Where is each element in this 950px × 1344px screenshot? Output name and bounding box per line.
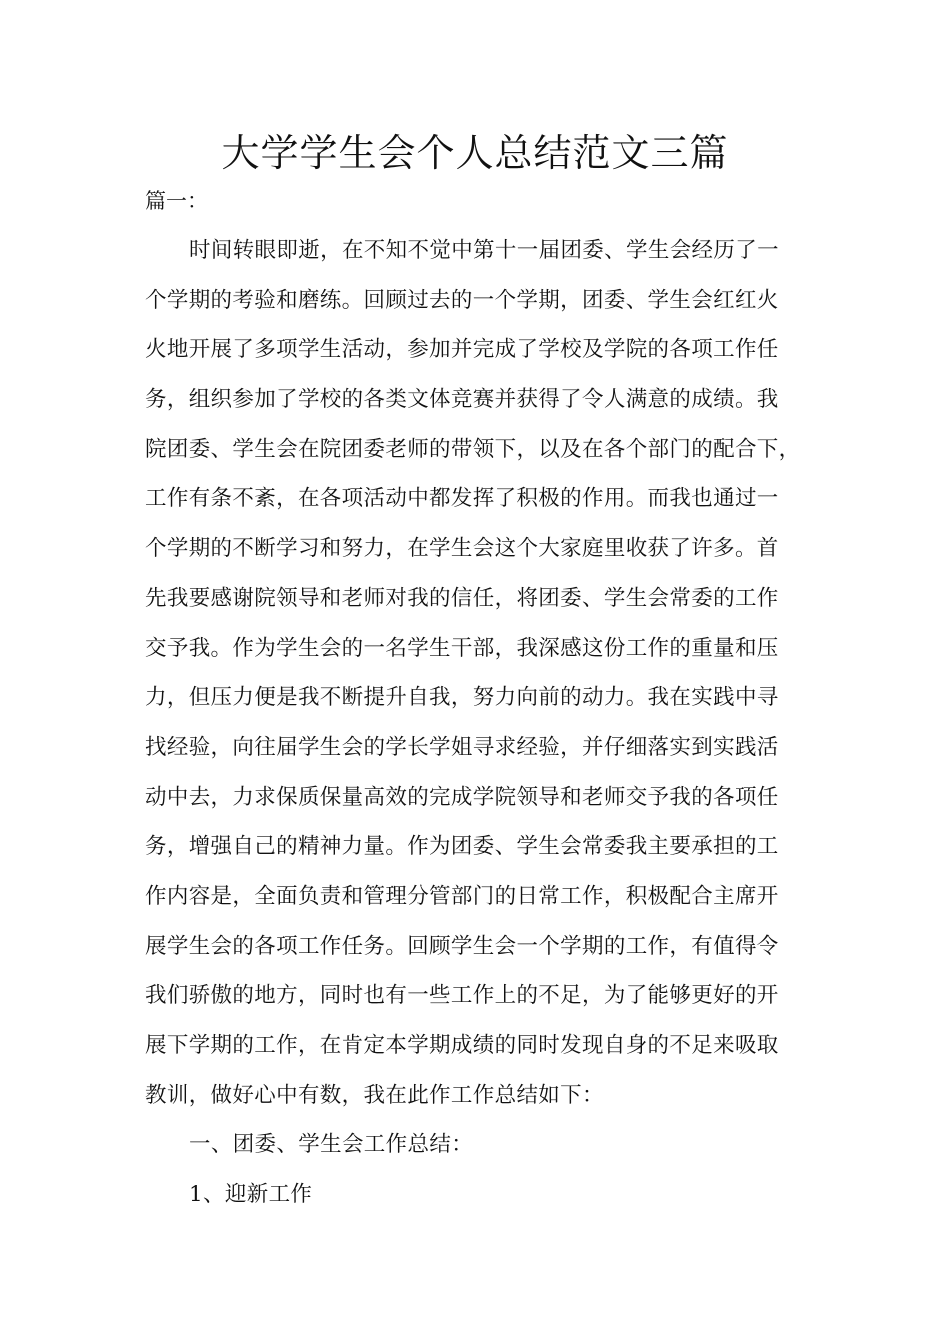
section-label: 篇一：: [145, 189, 208, 213]
paragraph-line: 力，但压力便是我不断提升自我，努力向前的动力。我在实践中寻: [145, 685, 779, 711]
paragraph-line: 找经验，向往届学生会的学长学姐寻求经验，并仔细落实到实践活: [145, 734, 779, 760]
paragraph-line: 交予我。作为学生会的一名学生干部，我深感这份工作的重量和压: [145, 635, 779, 661]
paragraph-line: 先我要感谢院领导和老师对我的信任，将团委、学生会常委的工作: [145, 585, 779, 611]
paragraph-line: 展学生会的各项工作任务。回顾学生会一个学期的工作，有值得令: [145, 933, 779, 959]
paragraph-line: 院团委、学生会在院团委老师的带领下，以及在各个部门的配合下，: [145, 436, 801, 462]
paragraph-line: 火地开展了多项学生活动，参加并完成了学校及学院的各项工作任: [145, 337, 779, 363]
paragraph-line: 务，增强自己的精神力量。作为团委、学生会常委我主要承担的工: [145, 834, 779, 860]
paragraph-line: 动中去，力求保质保量高效的完成学院领导和老师交予我的各项任: [145, 784, 779, 810]
paragraph-line: 展下学期的工作，在肯定本学期成绩的同时发现自身的不足来吸取: [145, 1033, 779, 1058]
paragraph-line: 工作有条不紊，在各项活动中都发挥了积极的作用。而我也通过一: [145, 486, 779, 512]
body-text: [145, 233, 825, 1227]
document-title: 大学学生会个人总结范文三篇: [221, 131, 729, 175]
paragraph-line: 教训，做好心中有数，我在此作工作总结如下：: [145, 1082, 604, 1108]
subsection-heading: 1、迎新工作: [189, 1182, 313, 1208]
paragraph-line: 我们骄傲的地方，同时也有一些工作上的不足，为了能够更好的开: [145, 983, 779, 1009]
paragraph-line: 时间转眼即逝，在不知不觉中第十一届团委、学生会经历了一: [189, 238, 779, 263]
paragraph-line: 个学期的不断学习和努力，在学生会这个大家庭里收获了许多。首: [145, 536, 779, 562]
paragraph-line: 务，组织参加了学校的各类文体竞赛并获得了令人满意的成绩。我: [145, 387, 779, 413]
paragraph-line: 个学期的考验和磨练。回顾过去的一个学期，团委、学生会红红火: [145, 287, 779, 313]
paragraph-line: 作内容是，全面负责和管理分管部门的日常工作，积极配合主席开: [145, 883, 779, 909]
section-heading: 一、团委、学生会工作总结：: [189, 1132, 474, 1158]
